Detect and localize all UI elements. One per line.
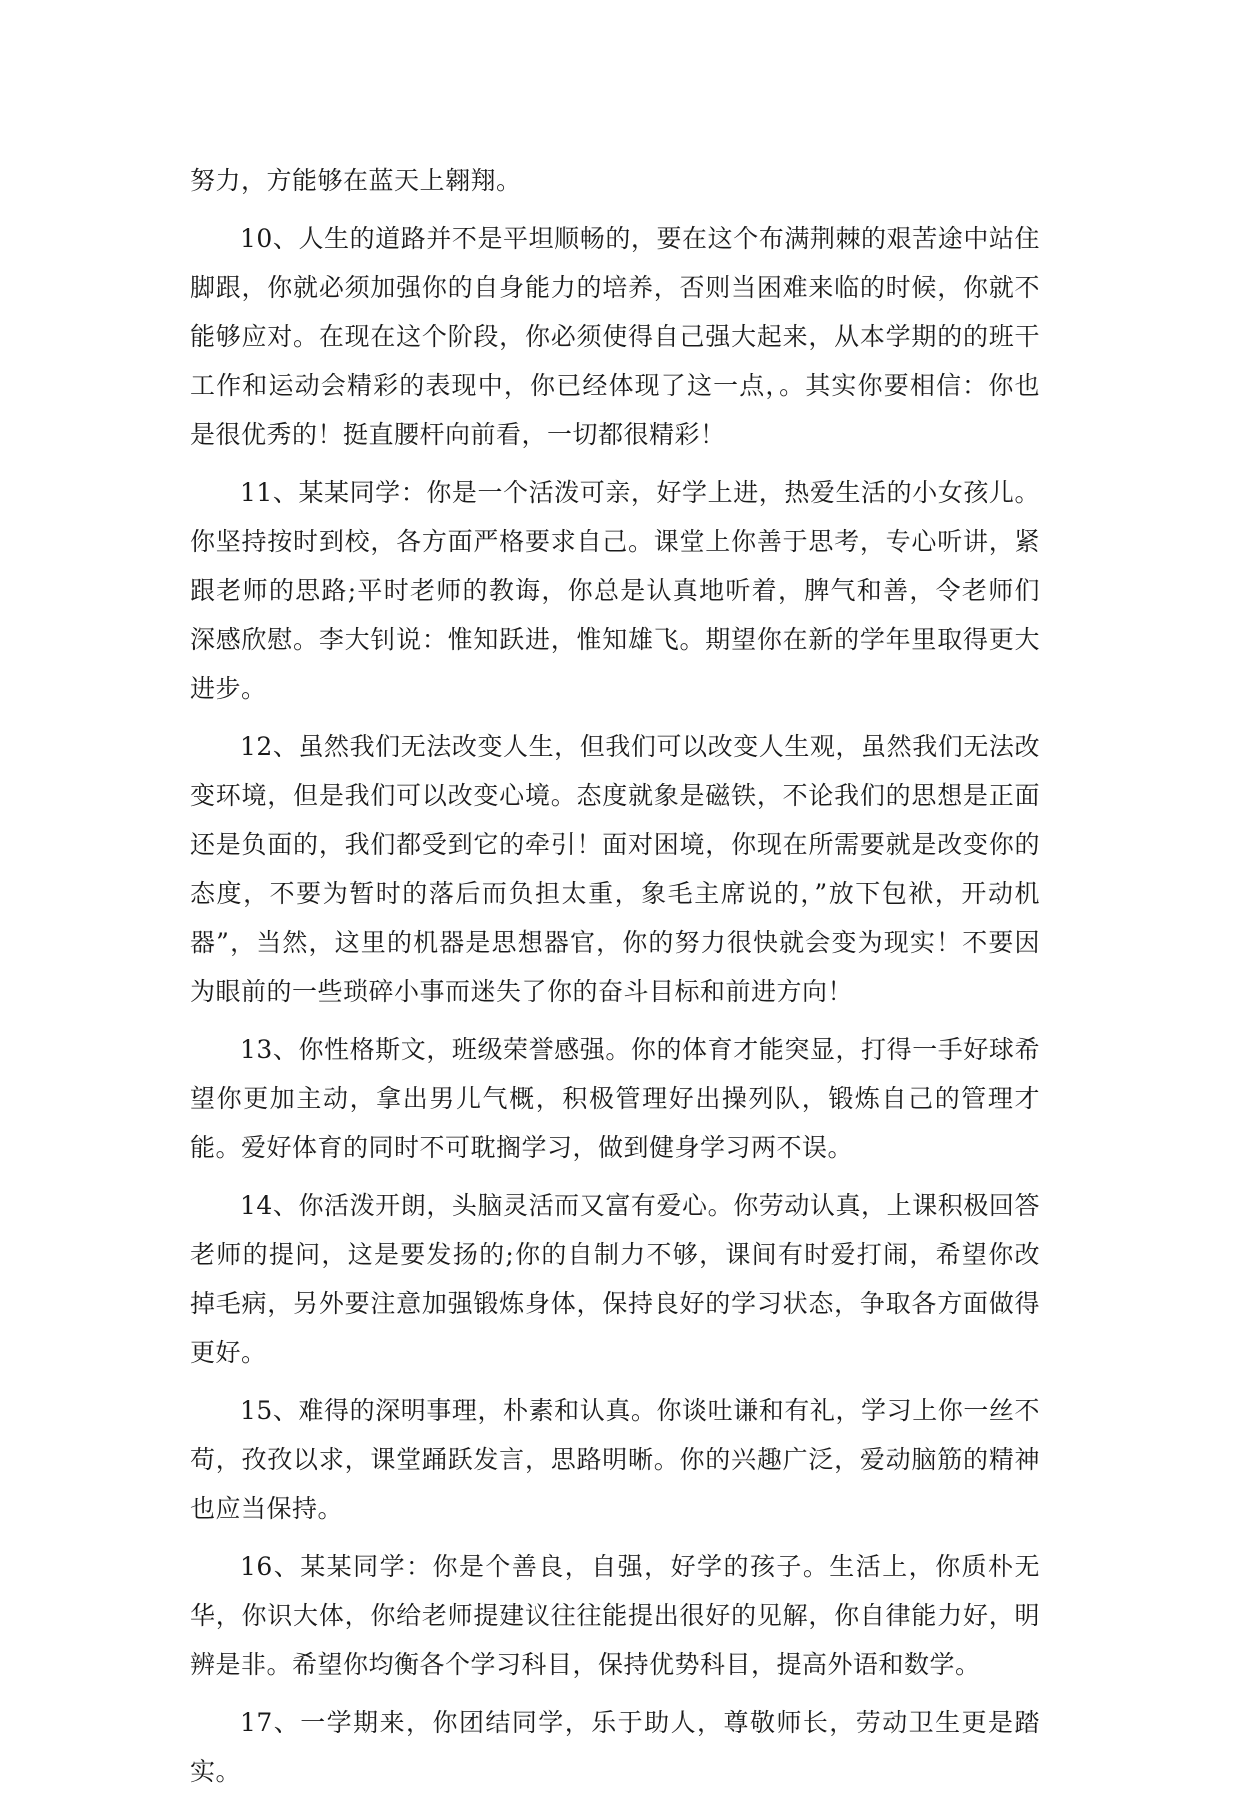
document-body [190, 156, 1040, 1805]
paragraph-15: 15、难得的深明事理，朴素和认真。你谈吐谦和有礼，学习上你一丝不苟，孜孜以求，课堂踊跃发言，思路明晰。你的兴趣广泛，爱动脑筋的精神也应当保持。 [190, 1396, 1040, 1523]
paragraph-continuation: 努力，方能够在蓝天上翱翔。 [190, 166, 522, 195]
paragraph-16: 16、某某同学：你是个善良，自强，好学的孩子。生活上，你质朴无华，你识大体，你给老师提建议往往能提出很好的见解，你自律能力好，明辨是非。希望你均衡各个学习科目，保持优势科目，提高外语和数学。 [190, 1552, 1040, 1679]
paragraph-12: 12、虽然我们无法改变人生，但我们可以改变人生观，虽然我们无法改变环境，但是我们可以改变心境。态度就象是磁铁，不论我们的思想是正面还是负面的，我们都受到它的牵引！面对困境，你现在所需要就是改变你的态度，不要为暂时的落后而负担太重，象毛主席说的，”放下包袱，开动机器”，当然，这里的机器是思想器官，你的努力很快就会变为现实！不要因为眼前的一些琐碎小事而迷失了你的奋斗目标和前进方向！ [190, 732, 1040, 1006]
paragraph-11: 11、某某同学：你是一个活泼可亲，好学上进，热爱生活的小女孩儿。你坚持按时到校，各方面严格要求自己。课堂上你善于思考，专心听讲，紧跟老师的思路;平时老师的教诲，你总是认真地听着，脾气和善，令老师们深感欣慰。李大钊说：惟知跃进，惟知雄飞。期望你在新的学年里取得更大进步。 [190, 478, 1040, 703]
paragraph-10: 10、人生的道路并不是平坦顺畅的，要在这个布满荆棘的艰苦途中站住脚跟，你就必须加强你的自身能力的培养，否则当困难来临的时候，你就不能够应对。在现在这个阶段，你必须使得自己强大起来，从本学期的的班干工作和运动会精彩的表现中，你已经体现了这一点，。其实你要相信：你也是很优秀的！挺直腰杆向前看，一切都很精彩！ [190, 224, 1040, 449]
paragraph-13: 13、你性格斯文，班级荣誉感强。你的体育才能突显，打得一手好球希望你更加主动，拿出男儿气概，积极管理好出操列队，锻炼自己的管理才能。爱好体育的同时不可耽搁学习，做到健身学习两不误。 [190, 1035, 1040, 1162]
paragraph-14: 14、你活泼开朗，头脑灵活而又富有爱心。你劳动认真，上课积极回答老师的提问，这是要发扬的;你的自制力不够，课间有时爱打闹，希望你改掉毛病，另外要注意加强锻炼身体，保持良好的学习状态，争取各方面做得更好。 [190, 1191, 1040, 1367]
paragraph-17: 17、一学期来，你团结同学，乐于助人，尊敬师长，劳动卫生更是踏实。 [190, 1708, 1040, 1786]
